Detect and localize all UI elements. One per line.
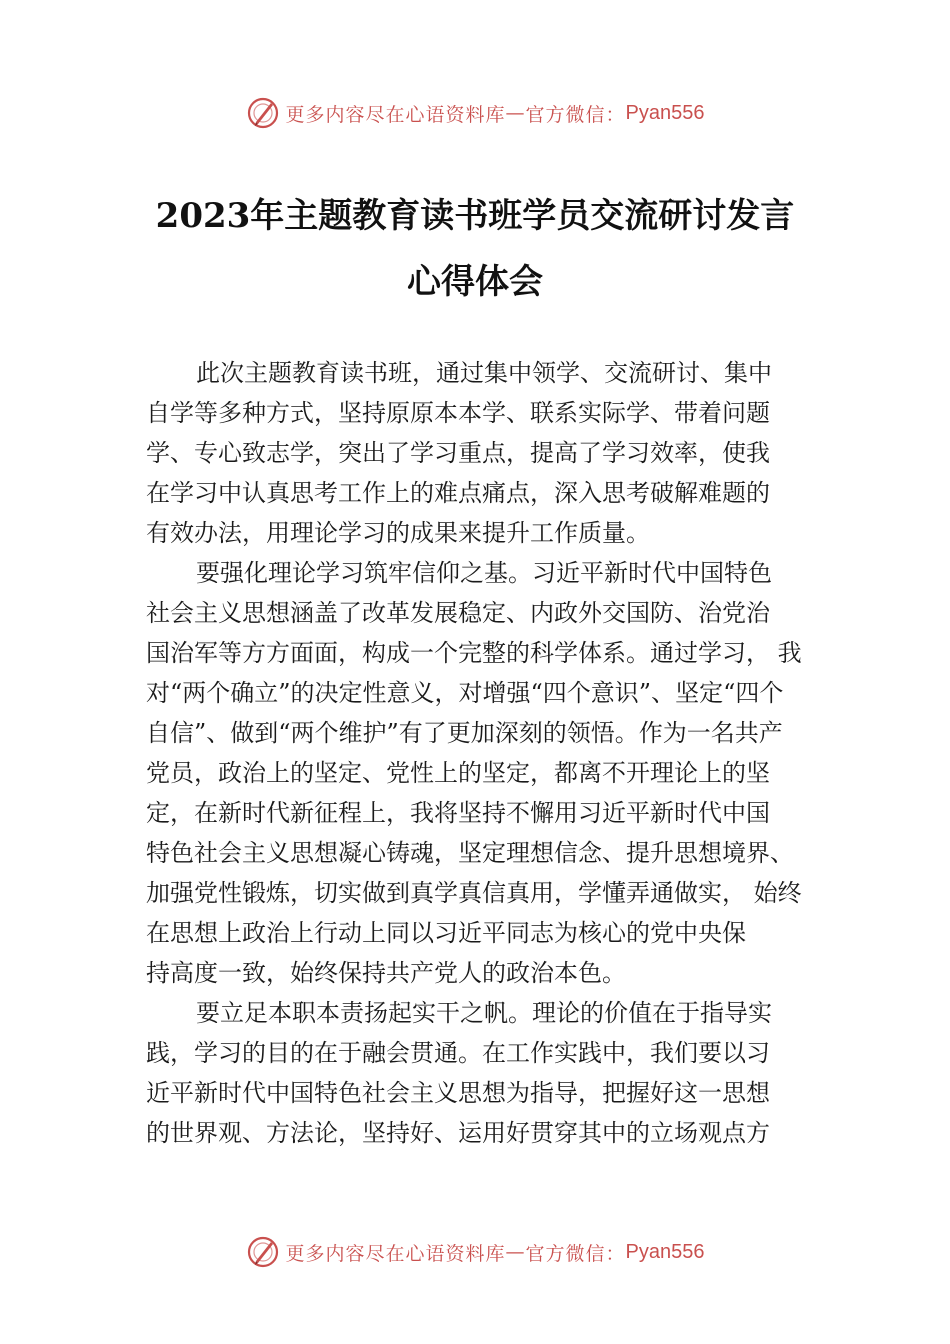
banner-dash: — [505,1241,526,1263]
text-line: 的世界观、方法论，坚持好、运用好贯穿其中的立场观点方 [146,1119,770,1147]
text-line: 自信”、做到“两个维护”有了更加深刻的领悟。作为一名共产 [146,719,783,747]
banner-brand: 更多内容尽在心语资料库 [285,1242,506,1265]
paragraph-2 [146,553,818,993]
text-line: 要强化理论学习筑牢信仰之基。习近平新时代中国特色 [196,559,772,587]
text-line: 有效办法，用理论学习的成果来提升工作质量。 [146,519,650,547]
text-line: 此次主题教育读书班，通过集中领学、交流研讨、集中 [196,359,772,387]
text-line: 加强党性锻炼，切实做到真学真信真用，学懂弄通做实， 始终 [146,879,802,907]
text-line: 定，在新时代新征程上，我将坚持不懈用习近平新时代中国 [146,799,770,827]
text-line: 特色社会主义思想凝心铸魂，坚定理想信念、提升思想境界、 [146,839,794,867]
text-line: 对“两个确立”的决定性意义，对增强“四个意识”、坚定“四个 [146,679,784,707]
text-line: 党员，政治上的坚定、党性上的坚定，都离不开理论上的坚 [146,759,770,787]
banner-wechat-label: 官方微信： [525,1242,626,1265]
banner-wechat-id: Pyan556 [625,101,705,124]
text-line: 要立足本职本责扬起实干之帆。理论的价值在于指导实 [196,999,772,1027]
document-title-line-2: 心得体会 [407,262,543,302]
banner-dash: — [505,102,526,124]
text-line: 践，学习的目的在于融会贯通。在工作实践中，我们要以习 [146,1039,770,1067]
document-body [146,353,818,1153]
banner-wechat-id: Pyan556 [625,1240,705,1263]
text-line: 在思想上政治上行动上同以习近平同志为核心的党中央保 [146,919,746,947]
banner-brand: 更多内容尽在心语资料库 [285,103,506,126]
quill-pen-logo-icon [246,96,280,130]
header-banner [0,93,950,133]
text-line: 持高度一致，始终保持共产党人的政治本色。 [146,959,626,987]
text-line: 自学等多种方式，坚持原原本本学、联系实际学、带着问题 [146,399,770,427]
paragraph-1 [146,353,818,553]
document-title-line-1: 2023年主题教育读书班学员交流研讨发言 [155,196,795,236]
text-line: 近平新时代中国特色社会主义思想为指导，把握好这一思想 [146,1079,770,1107]
banner-wechat-label: 官方微信： [525,103,626,126]
text-line: 国治军等方方面面，构成一个完整的科学体系。通过学习， 我 [146,639,802,667]
text-line: 学、专心致志学，突出了学习重点，提高了学习效率，使我 [146,439,770,467]
text-line: 社会主义思想涵盖了改革发展稳定、内政外交国防、治党治 [146,599,770,627]
paragraph-3 [146,993,818,1153]
text-line: 在学习中认真思考工作上的难点痛点，深入思考破解难题的 [146,479,770,507]
footer-banner [0,1232,950,1272]
quill-pen-logo-icon [246,1235,280,1269]
